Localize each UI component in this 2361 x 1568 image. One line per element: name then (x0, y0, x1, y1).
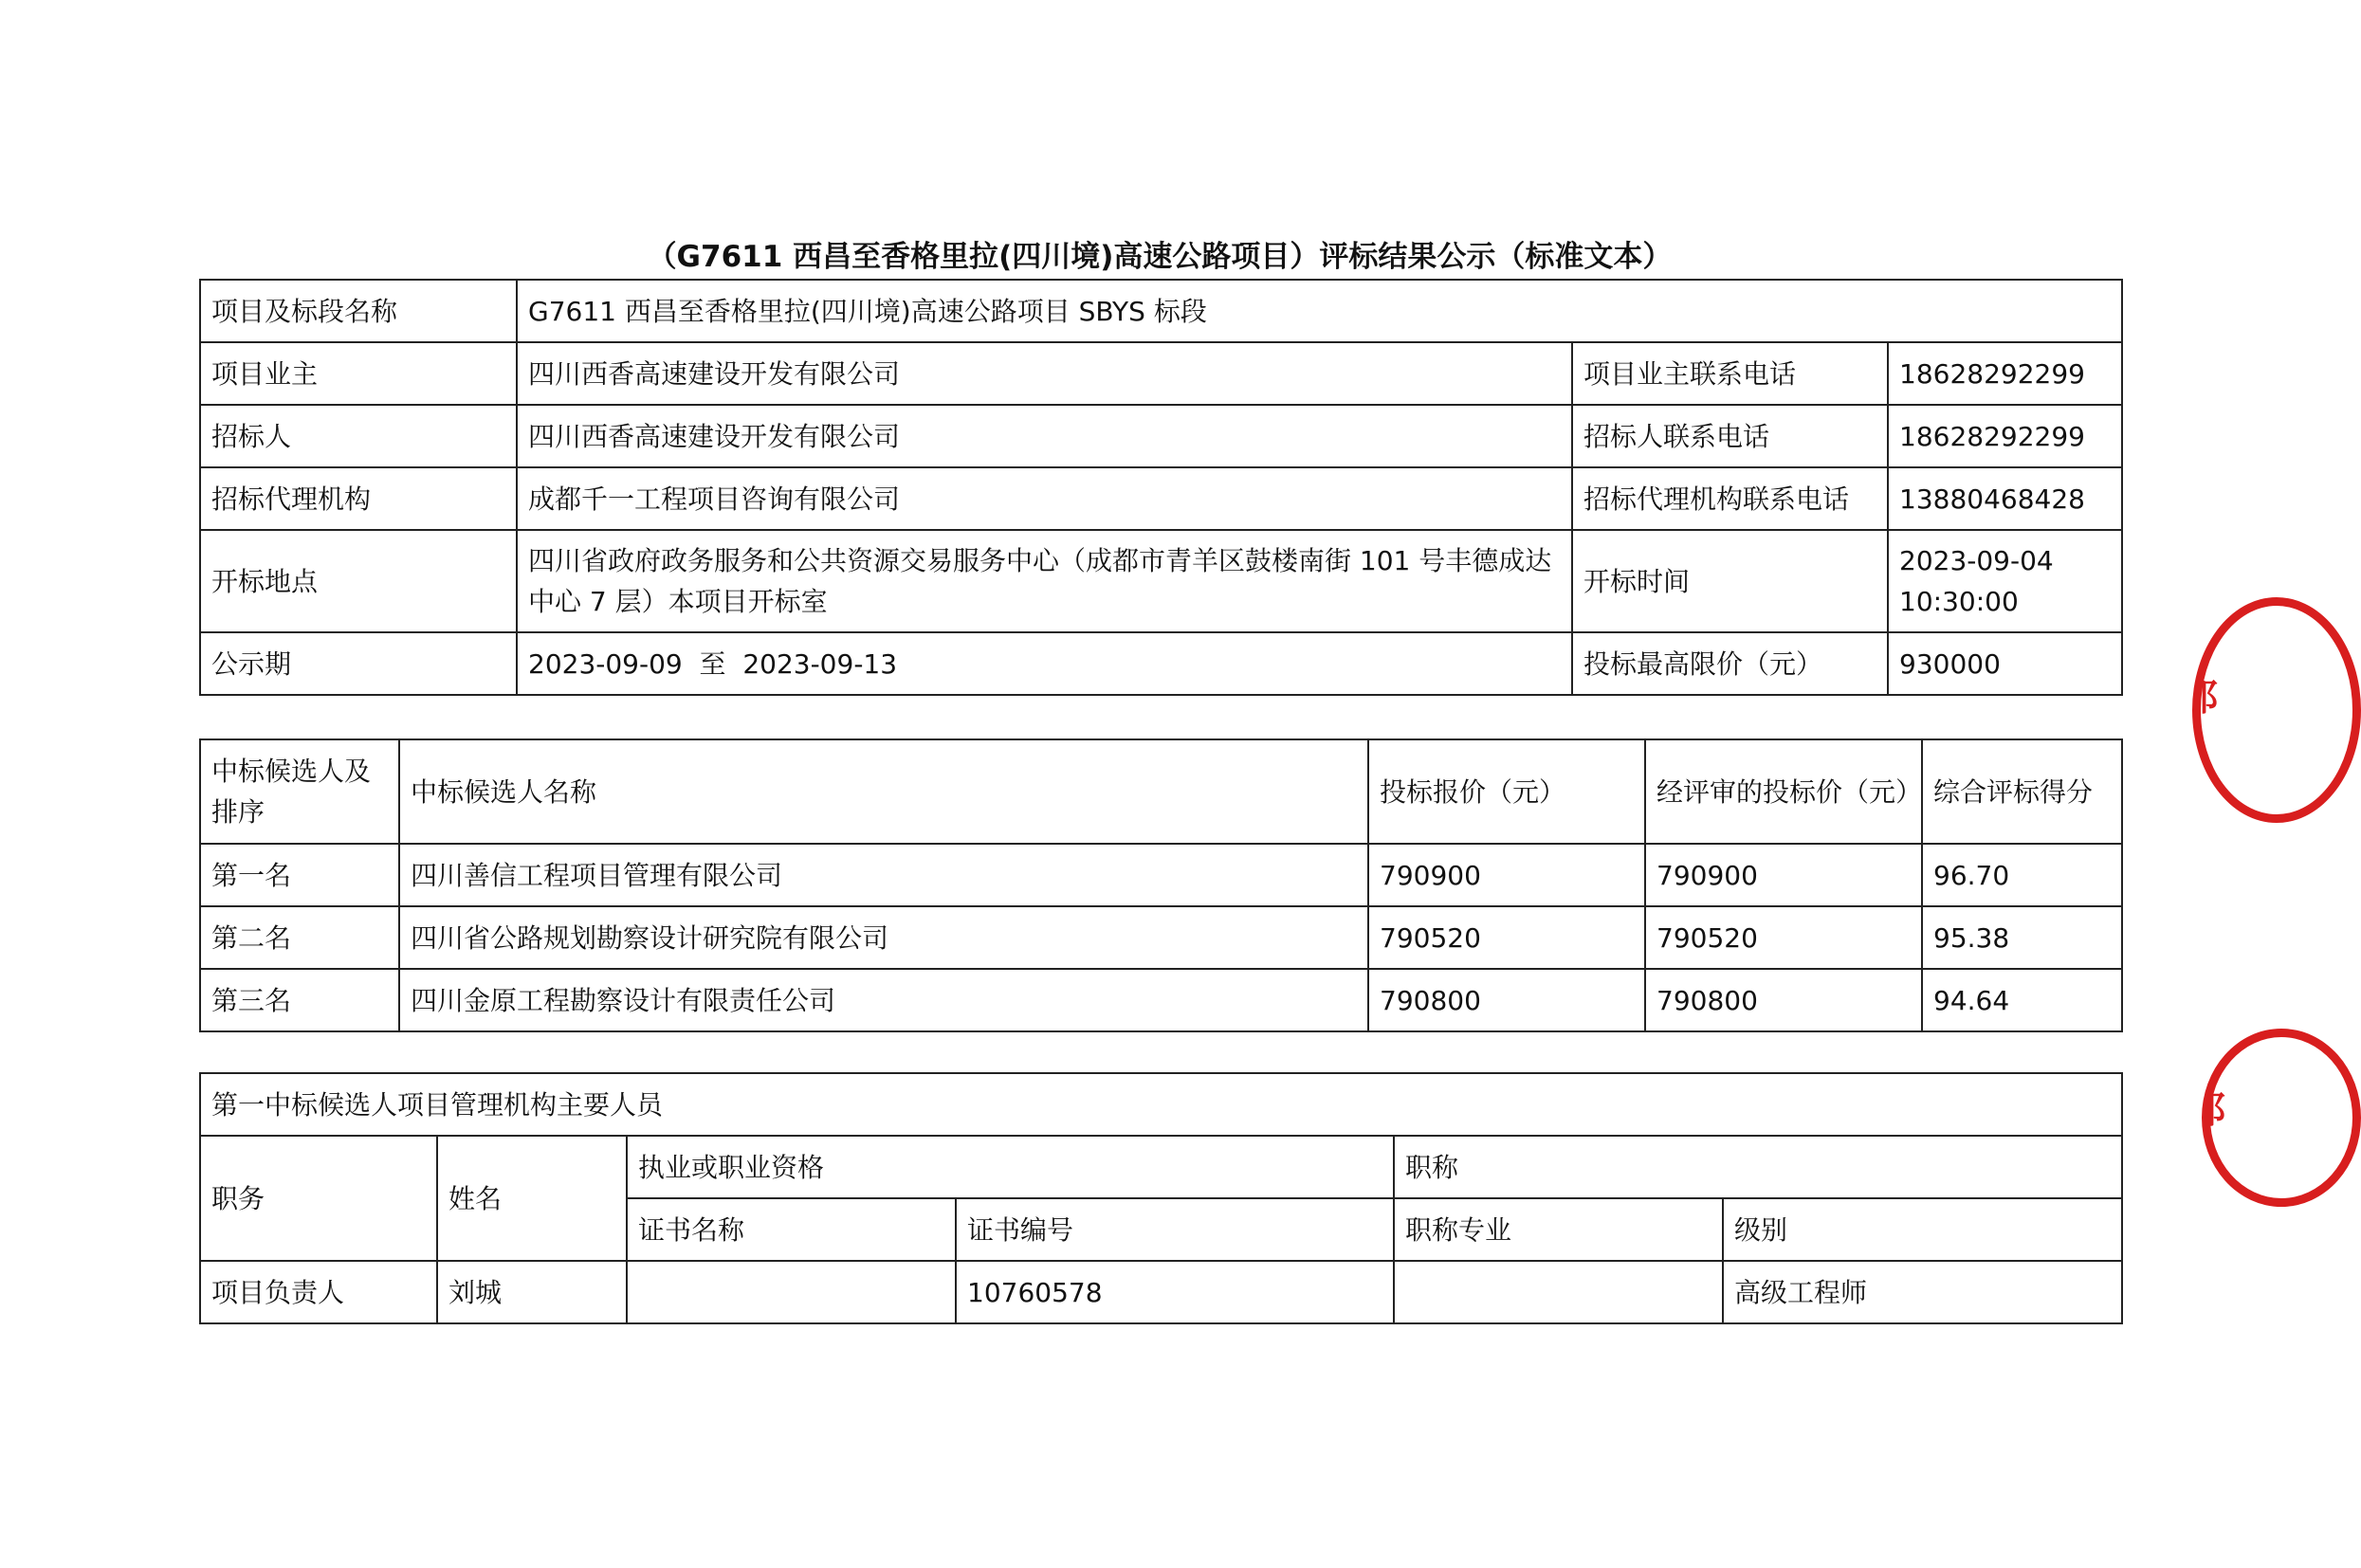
max-price-label: 投标最高限价（元） (1572, 632, 1888, 695)
candidate-reviewed-price: 790800 (1645, 969, 1922, 1031)
table-row (200, 969, 2122, 1031)
table-row (200, 906, 2122, 969)
cert-no-header: 证书编号 (956, 1198, 1394, 1261)
professional-title-header: 职称 (1394, 1136, 2122, 1198)
opening-time-value (1888, 530, 2122, 632)
opening-place-value: 四川省政府政务服务和公共资源交易服务中心（成都市青羊区鼓楼南街 101 号丰德成达中心 7 层）本项目开标室 (517, 530, 1572, 632)
document-title: （G7611 西昌至香格里拉(四川境)高速公路项目）评标结果公示（标准文本） (647, 240, 1673, 274)
table-row (200, 467, 2122, 530)
opening-time-label: 开标时间 (1572, 530, 1888, 632)
opening-time-date: 2023-09-04 (1899, 545, 2054, 576)
person-position: 项目负责人 (200, 1261, 437, 1323)
level-header: 级别 (1723, 1198, 2122, 1261)
person-cert-no: 10760578 (956, 1261, 1394, 1323)
table-row (200, 342, 2122, 405)
candidate-score: 94.64 (1922, 969, 2122, 1031)
candidate-rank: 第一名 (200, 844, 399, 906)
candidate-reviewed-price: 790520 (1645, 906, 1922, 969)
agency-value: 成都千一工程项目咨询有限公司 (517, 467, 1572, 530)
position-header: 职务 (200, 1136, 437, 1261)
seal-stamp-upper-glyph: 阝 (2198, 677, 2235, 719)
opening-time-clock: 10:30:00 (1899, 586, 2019, 617)
candidate-rank: 第二名 (200, 906, 399, 969)
qualification-header: 执业或职业资格 (627, 1136, 1394, 1198)
publicity-value: 2023-09-09 至 2023-09-13 (517, 632, 1572, 695)
table-row (200, 280, 2122, 342)
rank-header: 中标候选人及排序 (200, 739, 399, 844)
title-major-header: 职称专业 (1394, 1198, 1723, 1261)
candidate-rank: 第三名 (200, 969, 399, 1031)
candidates-table (199, 738, 2123, 1032)
personnel-table (199, 1072, 2123, 1324)
person-name-header: 姓名 (437, 1136, 627, 1261)
personnel-header-row (200, 1136, 2122, 1198)
candidates-header-row (200, 739, 2122, 844)
score-header: 综合评标得分 (1922, 739, 2122, 844)
candidate-bid: 790800 (1368, 969, 1645, 1031)
candidate-score: 96.70 (1922, 844, 2122, 906)
tenderer-value: 四川西香高速建设开发有限公司 (517, 405, 1572, 467)
candidate-name: 四川省公路规划勘察设计研究院有限公司 (399, 906, 1368, 969)
agency-phone-label: 招标代理机构联系电话 (1572, 467, 1888, 530)
tenderer-phone-label: 招标人联系电话 (1572, 405, 1888, 467)
agency-label: 招标代理机构 (200, 467, 517, 530)
bid-price-header: 投标报价（元） (1368, 739, 1645, 844)
reviewed-price-header: 经评审的投标价（元） (1645, 739, 1922, 844)
candidate-name-header: 中标候选人名称 (399, 739, 1368, 844)
person-name: 刘城 (437, 1261, 627, 1323)
project-info-table (199, 279, 2123, 696)
candidate-name: 四川金原工程勘察设计有限责任公司 (399, 969, 1368, 1031)
candidate-name: 四川善信工程项目管理有限公司 (399, 844, 1368, 906)
max-price-value: 930000 (1888, 632, 2122, 695)
table-row (200, 405, 2122, 467)
table-row (200, 632, 2122, 695)
owner-value: 四川西香高速建设开发有限公司 (517, 342, 1572, 405)
person-cert-name (627, 1261, 956, 1323)
tenderer-label: 招标人 (200, 405, 517, 467)
owner-label: 项目业主 (200, 342, 517, 405)
table-row (200, 530, 2122, 632)
cert-name-header: 证书名称 (627, 1198, 956, 1261)
person-title-major (1394, 1261, 1723, 1323)
owner-phone-value: 18628292299 (1888, 342, 2122, 405)
publicity-label: 公示期 (200, 632, 517, 695)
table-row (200, 844, 2122, 906)
owner-phone-label: 项目业主联系电话 (1572, 342, 1888, 405)
project-name-label: 项目及标段名称 (200, 280, 517, 342)
opening-place-label: 开标地点 (200, 530, 517, 632)
candidate-bid: 790900 (1368, 844, 1645, 906)
agency-phone-value: 13880468428 (1888, 467, 2122, 530)
project-name-value: G7611 西昌至香格里拉(四川境)高速公路项目 SBYS 标段 (517, 280, 2122, 342)
table-row (200, 1261, 2122, 1323)
person-level: 高级工程师 (1723, 1261, 2122, 1323)
candidate-reviewed-price: 790900 (1645, 844, 1922, 906)
candidate-score: 95.38 (1922, 906, 2122, 969)
personnel-section-title: 第一中标候选人项目管理机构主要人员 (200, 1073, 2122, 1136)
personnel-section-row (200, 1073, 2122, 1136)
candidate-bid: 790520 (1368, 906, 1645, 969)
seal-stamp-lower-glyph: 阝 (2205, 1089, 2242, 1131)
tenderer-phone-value: 18628292299 (1888, 405, 2122, 467)
